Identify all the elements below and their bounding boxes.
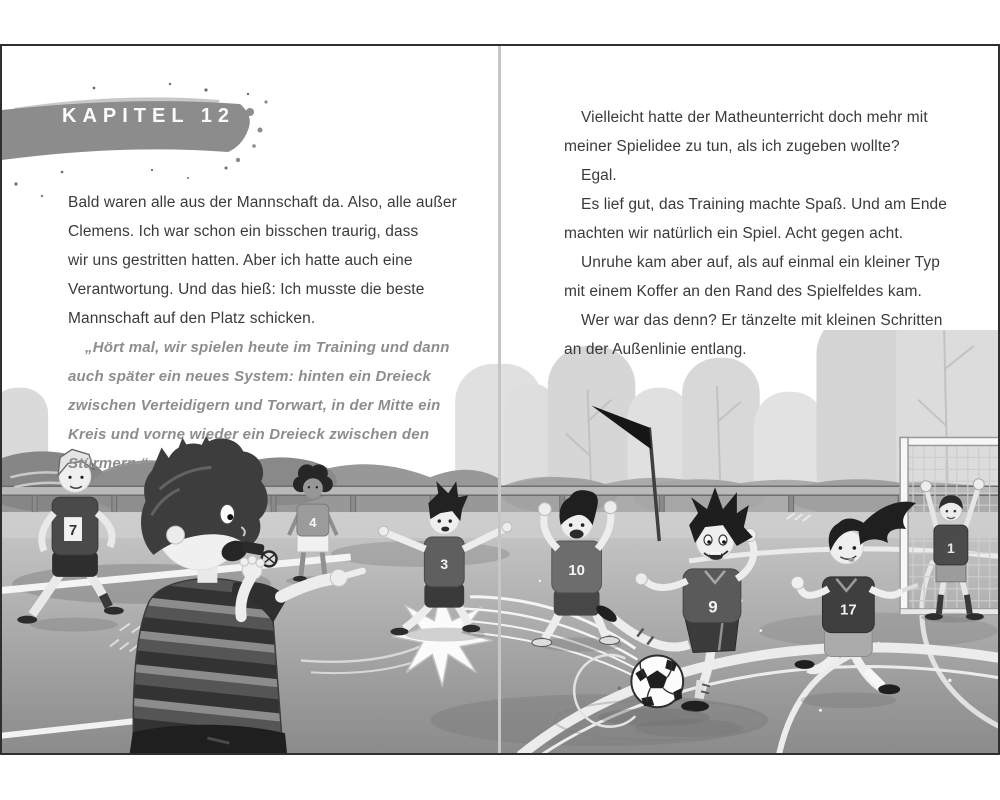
- chapter-heading: KAPITEL 12: [62, 105, 235, 127]
- goal-crossbar: [900, 437, 998, 445]
- jersey-number-10: 10: [568, 561, 585, 579]
- speech-line: Stürmern.“: [68, 455, 149, 472]
- book-spread: [0, 44, 1000, 755]
- speech-line: „Hört mal, wir spielen heute im Training und dann: [85, 339, 450, 356]
- eye: [220, 504, 235, 524]
- speech-line: auch später ein neues System: hinten ein Dreieck: [68, 368, 432, 385]
- body-line: Egal.: [581, 167, 617, 184]
- speech-line: zwischen Verteidigern und Torwart, in der Mitte ein: [68, 397, 441, 414]
- jersey-number-7: 7: [68, 522, 78, 540]
- body-line: wir uns gestritten hatten. Aber ich hatte auch eine: [68, 252, 413, 269]
- body-line: Vielleicht hatte der Matheunterricht doch mehr mit: [581, 109, 928, 126]
- jersey-number-9: 9: [708, 597, 718, 617]
- body-line: Bald waren alle aus der Mannschaft da. Also, alle außer: [68, 194, 457, 211]
- left-page-text: [68, 188, 457, 478]
- jersey-number-17: 17: [840, 601, 857, 619]
- body-line: meiner Spielidee zu tun, als ich zugeben wollte?: [564, 138, 900, 155]
- right-page-text: [564, 103, 947, 364]
- jersey-number-3: 3: [440, 555, 449, 572]
- jersey-number-4: 4: [309, 515, 317, 531]
- page-gutter-line: [498, 46, 501, 753]
- ear: [167, 526, 185, 544]
- body-line: Wer war das denn? Er tänzelte mit kleinen Schritten: [581, 312, 943, 329]
- body-line: Es lief gut, das Training machte Spaß. Und am Ende: [581, 196, 947, 213]
- body-line: machten wir natürlich ein Spiel. Acht gegen acht.: [564, 225, 904, 242]
- jersey-number-keeper: 1: [946, 539, 955, 556]
- body-line: mit einem Koffer an den Rand des Spielfeldes kam.: [564, 283, 922, 300]
- body-line: an der Außenlinie entlang.: [564, 341, 747, 358]
- body-line: Clemens. Ich war schon ein bisschen traurig, dass: [68, 223, 419, 240]
- body-line: Unruhe kam aber auf, als auf einmal ein kleiner Typ: [581, 254, 940, 271]
- body-line: Verantwortung. Und das hieß: Ich musste die beste: [68, 281, 425, 298]
- speech-line: Kreis und vorne wieder ein Dreieck zwischen den: [68, 426, 430, 443]
- body-line: Mannschaft auf den Platz schicken.: [68, 310, 316, 327]
